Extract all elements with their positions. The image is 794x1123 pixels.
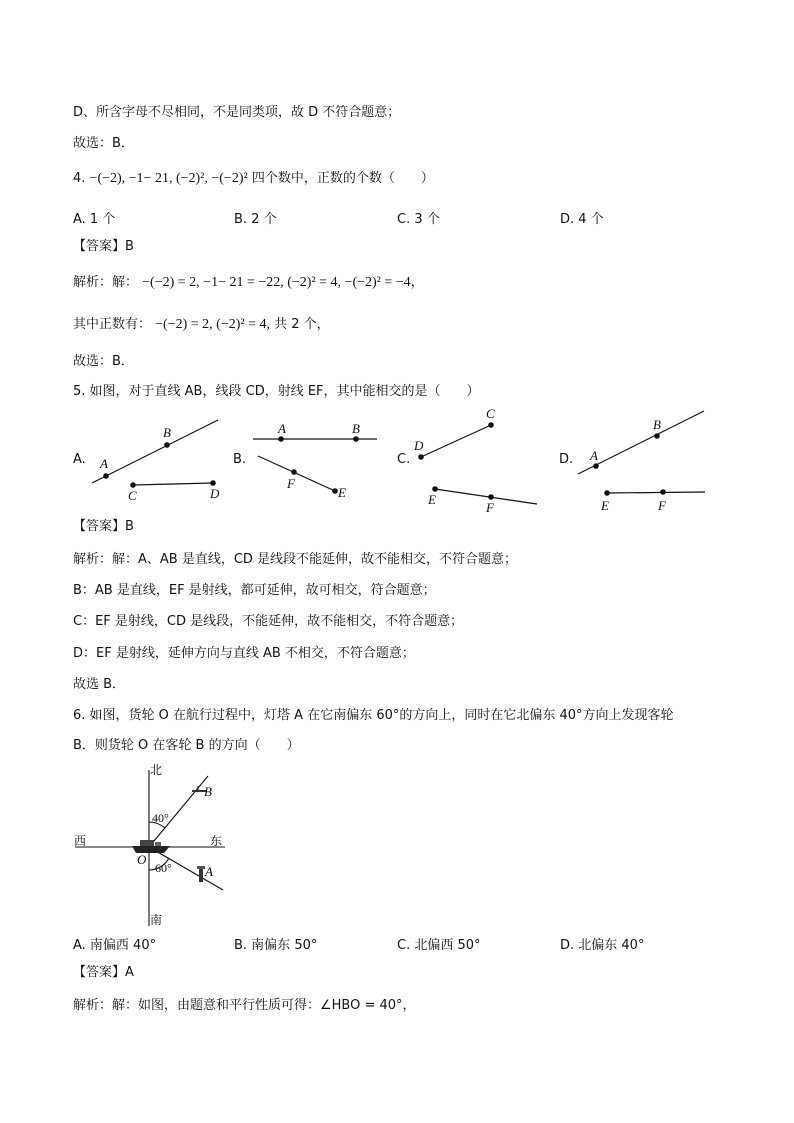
solution-line: D：EF 是射线，延伸方向与直线 AB 不相交，不符合题意； xyxy=(73,646,415,661)
option-d: D. 北偏东 40° xyxy=(560,938,645,953)
option-b: B. 2 个 xyxy=(234,212,277,227)
text-line: 故选：B． xyxy=(73,354,134,369)
label-d: D xyxy=(414,438,424,453)
label-e: E xyxy=(601,498,609,513)
point-f xyxy=(292,470,296,474)
text-line: 故选：B． xyxy=(73,136,134,151)
option-c: C. 北偏西 50° xyxy=(397,938,481,953)
label-a: A xyxy=(590,448,598,463)
label-east: 东 xyxy=(210,834,223,848)
point-d xyxy=(419,455,423,459)
figure-option-a-label: A. xyxy=(73,452,86,467)
label-d: D xyxy=(210,486,220,501)
math-expression: −(−2), −1− 21, (−2)², −(−2)² xyxy=(89,171,248,186)
point-e xyxy=(333,489,337,493)
option-a: A. 南偏西 40° xyxy=(73,938,157,953)
label-b: B xyxy=(163,425,171,440)
point-b xyxy=(165,443,169,447)
line-ab xyxy=(92,420,218,483)
math-expression: −(−2) = 2, −1− 21 = −22, (−2)² = 4, −(−2)² = −4， xyxy=(142,275,425,290)
point-b xyxy=(655,434,659,438)
point-e xyxy=(605,491,609,495)
figure-q6 xyxy=(60,758,260,928)
label-f: F xyxy=(486,500,494,515)
option-b: B. 南偏东 50° xyxy=(234,938,318,953)
question-number: 4. xyxy=(73,171,86,186)
point-e xyxy=(433,487,437,491)
math-expression: −(−2) = 2, (−2)² = 4, xyxy=(155,317,270,332)
angle-label-60: 60° xyxy=(155,861,172,875)
question-6-line-1: 6. 如图，货轮 O 在航行过程中，灯塔 A 在它南偏东 60°的方向上，同时在它北偏东 40°方向上发现客轮 xyxy=(73,708,674,723)
question-text: 四个数中，正数的个数（ ） xyxy=(251,171,434,186)
label-a: A xyxy=(278,421,286,436)
label-a: A xyxy=(100,456,108,471)
label-o: O xyxy=(137,852,147,867)
figure-q5 xyxy=(0,400,794,520)
segment-cd xyxy=(133,483,213,485)
label-c: C xyxy=(128,488,137,503)
label-a: A xyxy=(205,864,213,879)
solution-line: B：AB 是直线，EF 是射线，都可延伸，故可相交，符合题意； xyxy=(73,583,436,598)
question-4 xyxy=(73,170,434,188)
solution-line xyxy=(73,316,330,334)
option-d: D. 4 个 xyxy=(560,212,604,227)
option-a: A. 1 个 xyxy=(73,212,116,227)
label-south: 南 xyxy=(150,913,163,927)
label-f: F xyxy=(658,498,666,513)
solution-line xyxy=(73,274,425,292)
label-b: B xyxy=(352,421,360,436)
option-c: C. 3 个 xyxy=(397,212,440,227)
label-f: F xyxy=(287,476,295,491)
question-5: 5. 如图，对于直线 AB，线段 CD，射线 EF，其中能相交的是（ ） xyxy=(73,384,480,399)
label-west: 西 xyxy=(74,834,87,848)
point-c xyxy=(489,423,493,427)
label-e: E xyxy=(428,492,436,507)
figure-option-c-label: C. xyxy=(397,452,411,467)
label-c: C xyxy=(486,406,495,421)
solution-line: 解析：解：A、AB 是直线，CD 是线段不能延伸，故不能相交，不符合题意； xyxy=(73,552,518,567)
ray-ef xyxy=(607,492,705,493)
figure-a xyxy=(92,420,218,487)
label-b: B xyxy=(204,784,212,799)
label-b: B xyxy=(653,417,661,432)
solution-prefix: 解析：解： xyxy=(73,275,139,290)
point-a xyxy=(279,437,283,441)
solution-tail: 共 2 个， xyxy=(274,317,330,332)
point-c xyxy=(131,483,135,487)
angle-label-40: 40° xyxy=(152,811,169,825)
point-a xyxy=(594,464,598,468)
question-6-line-2: B．则货轮 O 在客轮 B 的方向（ ） xyxy=(73,738,300,753)
label-e: E xyxy=(338,485,346,500)
segment-cd xyxy=(421,425,491,457)
figure-b xyxy=(253,437,377,493)
point-f xyxy=(661,490,665,494)
text-line: 故选 B． xyxy=(73,677,126,692)
figure-option-d-label: D. xyxy=(559,452,574,467)
figure-option-b-label: B. xyxy=(233,452,247,467)
answer-label: 【答案】A xyxy=(73,965,134,980)
point-a xyxy=(104,474,108,478)
lighthouse-icon xyxy=(197,866,205,882)
point-b xyxy=(354,437,358,441)
solution-prefix: 其中正数有： xyxy=(73,317,152,332)
answer-label: 【答案】B xyxy=(73,239,134,254)
solution-line: 解析：解：如图，由题意和平行性质可得：∠HBO = 40°， xyxy=(73,998,416,1013)
point-f xyxy=(489,495,493,499)
answer-label: 【答案】B xyxy=(73,519,134,534)
text-line: D、所含字母不尽相同，不是同类项，故 D 不符合题意； xyxy=(73,105,401,120)
point-d xyxy=(211,481,215,485)
figure-c xyxy=(419,423,537,504)
label-north: 北 xyxy=(150,763,163,777)
ray-ef xyxy=(258,456,335,491)
solution-line: C：EF 是射线，CD 是线段，不能延伸，故不能相交，不符合题意； xyxy=(73,614,464,629)
